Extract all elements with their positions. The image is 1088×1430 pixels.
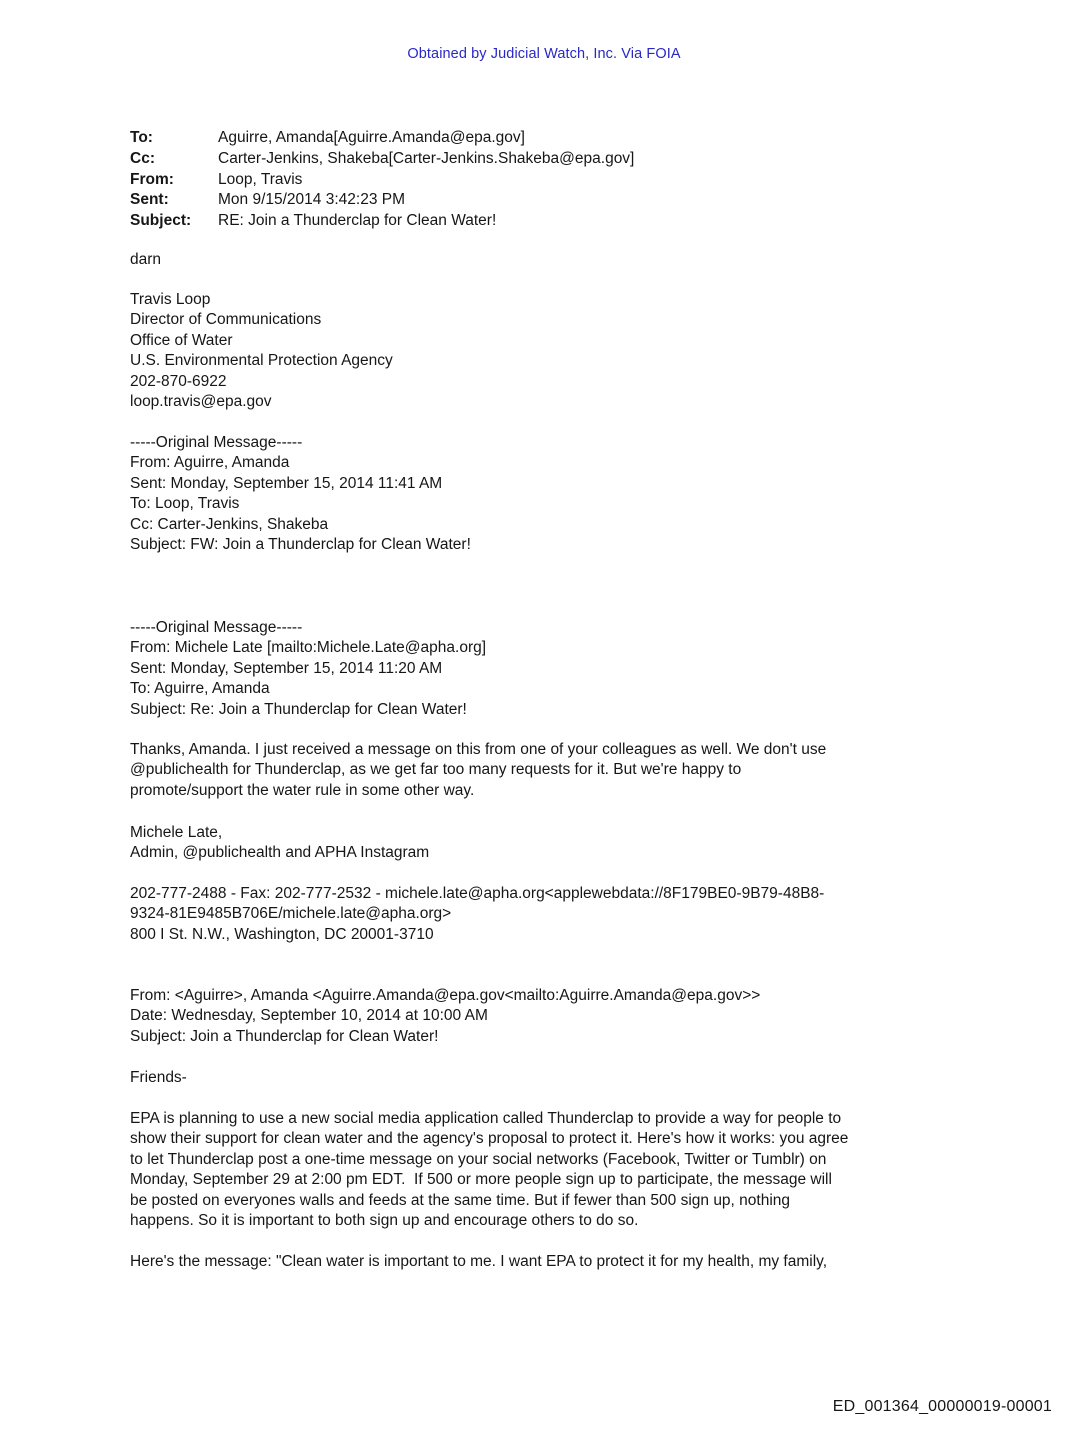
paragraph-line: Monday, September 29 at 2:00 pm EDT. If 500 or more people sign up to participate, the message will [130, 1171, 832, 1189]
signature-name: Travis Loop [130, 291, 211, 308]
quote-text: Here's the message: "Clean water is important to me. I want EPA to protect it for my health, my family, [130, 1253, 828, 1270]
signature-title: Admin, @publichealth and APHA Instagram [130, 844, 430, 862]
foia-banner: Obtained by Judicial Watch, Inc. Via FOIA [407, 46, 681, 62]
reply-line: darn [130, 251, 162, 268]
header-value-subject: RE: Join a Thunderclap for Clean Water! [218, 212, 497, 230]
contact-phone-line: 202-777-2488 - Fax: 202-777-2532 - michele.late@apha.org<applewebdata://8F179BE0-9B79-48B8- [130, 885, 825, 902]
quoted-message-2 [130, 618, 1060, 720]
greeting-text: Friends- [130, 1069, 187, 1086]
paragraph-line: Thanks, Amanda. I just received a message on this from one of your colleagues as well. We don't use [130, 741, 827, 758]
header-row-subject [130, 211, 1030, 232]
quoted-to: To: Aguirre, Amanda [130, 680, 270, 698]
paragraph-line: show their support for clean water and the agency's proposal to protect it. Here's how it works: you agree [130, 1130, 849, 1148]
bates-number: ED_001364_00000019-00001 [832, 1398, 1052, 1415]
original-message-separator: -----Original Message----- [130, 619, 303, 636]
forwarded-date: Date: Wednesday, September 10, 2014 at 10:00 AM [130, 1007, 488, 1025]
paragraph-line: happens. So it is important to both sign up and encourage others to do so. [130, 1212, 639, 1230]
header-label-sent: Sent: [130, 191, 169, 209]
header-value-to: Aguirre, Amanda[Aguirre.Amanda@epa.gov] [218, 129, 525, 146]
signature-agency: U.S. Environmental Protection Agency [130, 352, 393, 370]
signature-phone: 202-870-6922 [130, 372, 227, 390]
reply-message-text [130, 250, 1060, 270]
quoted-to: To: Loop, Travis [130, 495, 240, 513]
forwarded-message-header [130, 986, 1060, 1047]
header-label-cc: Cc: [130, 149, 155, 167]
signature-title: Director of Communications [130, 311, 322, 329]
paragraph-line: EPA is planning to use a new social media application called Thunderclap to provide a way for people to [130, 1110, 842, 1127]
thunderclap-message-quote [130, 1252, 1060, 1272]
header-value-sent: Mon 9/15/2014 3:42:23 PM [218, 191, 405, 209]
signature-block-travis [130, 290, 1060, 412]
contact-address-line: 800 I St. N.W., Washington, DC 20001-3710 [130, 925, 434, 943]
paragraph-line: @publichealth for Thunderclap, as we get far too many requests for it. But we're happy to [130, 761, 742, 779]
signature-email: loop.travis@epa.gov [130, 393, 272, 411]
paragraph-line: to let Thunderclap post a one-time message on your social networks (Facebook, Twitter or Tumblr) on [130, 1150, 827, 1168]
forwarded-subject: Subject: Join a Thunderclap for Clean Water! [130, 1027, 439, 1045]
quoted-subject: Subject: FW: Join a Thunderclap for Clean Water! [130, 536, 471, 554]
contact-email-line: 9324-81E9485B706E/michele.late@apha.org> [130, 905, 452, 923]
header-label-to: To: [130, 129, 153, 146]
header-row-from [130, 170, 1030, 191]
header-row-sent [130, 190, 1030, 211]
header-value-from: Loop, Travis [218, 170, 303, 188]
quoted-sent: Sent: Monday, September 15, 2014 11:20 AM [130, 659, 443, 677]
signature-office: Office of Water [130, 331, 233, 349]
paragraph-line: be posted on everyones walls and feeds at the same time. But if fewer than 500 sign up, nothing [130, 1191, 791, 1209]
header-label-from: From: [130, 170, 174, 188]
greeting-line [130, 1068, 1060, 1088]
email-header-block [130, 128, 1030, 232]
header-row-to [130, 128, 1030, 149]
quoted-sent: Sent: Monday, September 15, 2014 11:41 AM [130, 474, 443, 492]
header-label-subject: Subject: [130, 212, 192, 230]
quoted-subject: Subject: Re: Join a Thunderclap for Clean Water! [130, 700, 467, 718]
forwarded-from: From: <Aguirre>, Amanda <Aguirre.Amanda@epa.gov<mailto:Aguirre.Amanda@epa.gov>> [130, 987, 761, 1004]
signature-block-michele [130, 823, 1060, 864]
header-value-cc: Carter-Jenkins, Shakeba[Carter-Jenkins.Shakeba@epa.gov] [218, 149, 635, 167]
quoted-from: From: Aguirre, Amanda [130, 454, 290, 472]
michele-reply-paragraph [130, 740, 1060, 801]
quoted-cc: Cc: Carter-Jenkins, Shakeba [130, 515, 329, 533]
original-message-separator: -----Original Message----- [130, 434, 303, 451]
header-row-cc [130, 149, 1030, 170]
signature-name: Michele Late, [130, 824, 223, 841]
epa-announcement-paragraph [130, 1109, 1060, 1231]
quoted-message-1 [130, 433, 1060, 555]
quoted-from: From: Michele Late [mailto:Michele.Late@apha.org] [130, 639, 487, 657]
paragraph-line: promote/support the water rule in some other way. [130, 781, 475, 799]
michele-contact-info [130, 884, 1060, 945]
